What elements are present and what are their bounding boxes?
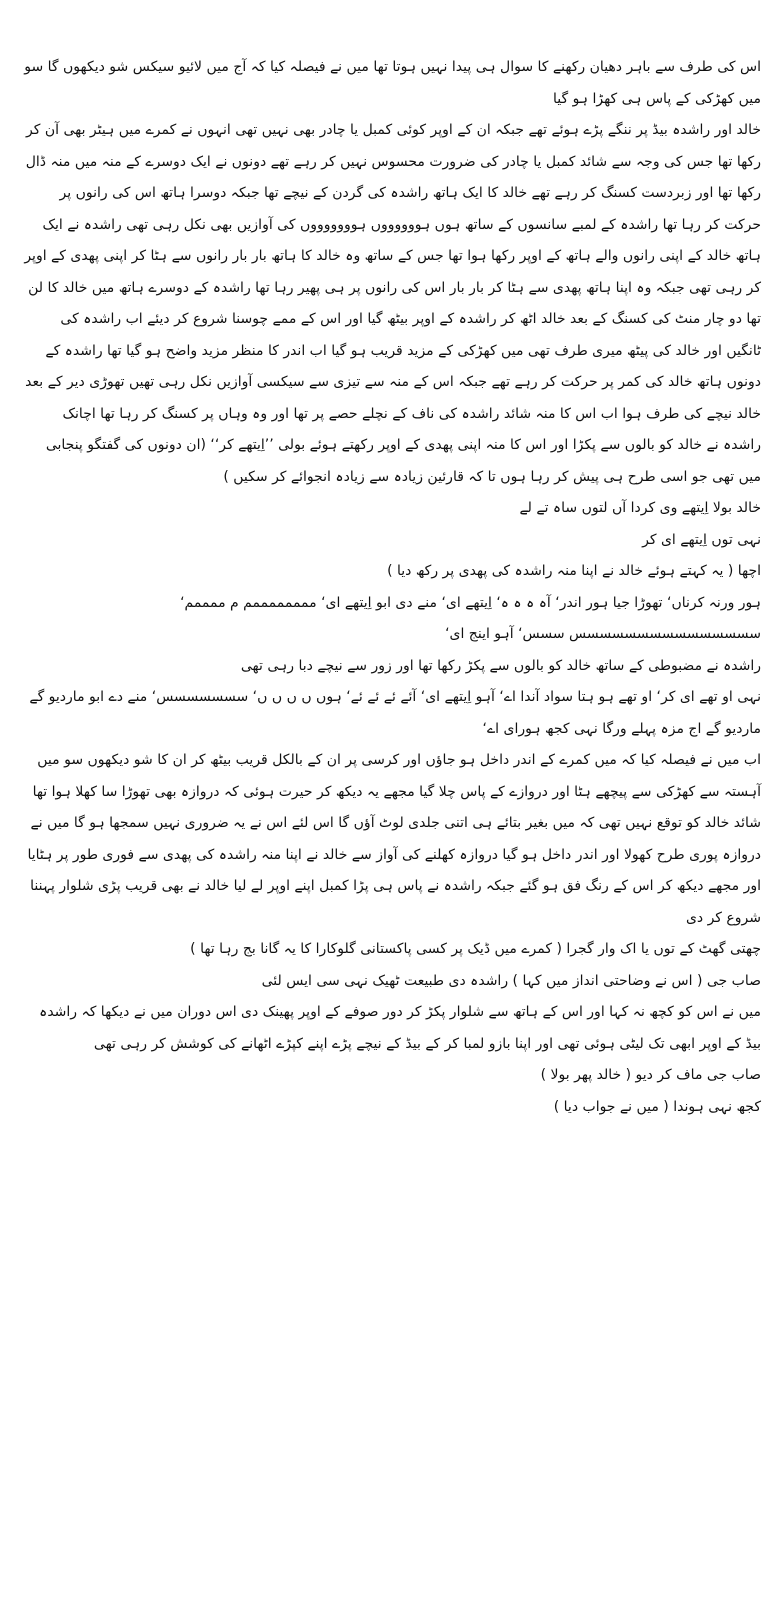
paragraph-khalid-apology: صاب جی ماف کر دیو ( خالد پھر بولا ) [540, 1067, 761, 1083]
paragraph-rashida-voice: ہور ورنہ کرناں‘ تھوڑا جیا ہور اندر‘ آہ ہ ہ ہ‘ اِیتھے ای‘ منے دی ابو اِیتھے ای‘ ممممممممم م ممممم‘ سسسسسسسسسسسسسسس سسس‘ آہو اینج ای‘ [180, 594, 761, 642]
paragraph-khalid-complies: اچھا ( یہ کہتے ہوئے خالد نے اپنا منہ راشدہ کی پھدی پر رکھ دیا ) [387, 563, 761, 579]
paragraph-khalid-excuse: صاب جی ( اس نے وضاحتی انداز میں کہا ) راشدہ دی طبیعت ٹھیک نہی سی ایس لئی [261, 972, 761, 989]
paragraph-bed-scene: خالد اور راشدہ بیڈ پر ننگے پڑے ہوئے تھے جبکہ ان کے اوپر کوئی کمبل یا چادر بھی نہیں تھی انہوں نے کمرے میں ہیٹر بھی آن کر رکھا تھا جس کی وجہ سے شائد کمبل یا چادر کی ضرورت محسوس نہیں کر رہے تھے دونوں نے ایک دوسرے کے منہ میں منہ ڈال رکھا تھا اور زبردست کسنگ کر رہے تھے خالد کا ایک ہاتھ راشدہ کی گردن کے نیچے تھا جبکہ دوسرا ہاتھ اس کی رانوں پر حرکت کر رہا تھا راشدہ کے لمبے سانسوں کے ساتھ ہوں ہووووووں ہوووووووں کی آوازیں بھی نکل رہی تھی راشدہ نے ایک ہاتھ خالد کے اپنی رانوں والے ہاتھ کے اوپر رکھا ہوا تھا جس کے ساتھ وہ خالد کا ہاتھ بار بار رانوں سے ہٹا کر اپنی پھدی کے اوپر کر رہی تھی جبکہ وہ اپنا ہاتھ پھدی سے ہٹا کر بار بار اس کی رانوں پر ہی پھیر رہا تھا راشدہ کے دوسرے ہاتھ میں خالد کا لن تھا دو چار منٹ کی کسنگ کے بعد خالد اٹھ کر راشدہ کے اوپر بیٹھ گیا اور اس کے ممے چوسنا شروع کر دیئے اب راشدہ کی ٹانگیں اور خالد کی پیٹھ میری طرف تھی میں کھڑکی کے مزید قریب ہو گیا اب اندر کا منظر مزید واضح ہو گیا تھا راشدہ کے دونوں ہاتھ خالد کی کمر پر حرکت کر رہے تھے جبکہ اس کے منہ سے تیزی سے سیکسی آوازیں نکل رہی تھیں تھوڑی دیر کے بعد خالد نیچے کی طرف ہوا اب اس کا منہ شائد راشدہ کی ناف کے نچلے حصے پر تھا اور وہ وہاں پر کسنگ کر رہا تھا اچانک راشدہ نے خالد کو بالوں سے پکڑا اور اس کا منہ اپنی پھدی کے اوپر رکھتے ہوئے بولی ’’اِیتھے کر‘‘ (ان دونوں کی گفتگو پنجابی میں تھی جو اسی طرح ہی پیش کر رہا ہوں تا کہ قارئین زیادہ سے زیادہ انجوائے کر سکیں ) [24, 122, 761, 485]
paragraph-throw-shalwar: میں نے اس کو کچھ نہ کہا اور اس کے ہاتھ سے شلوار پکڑ کر دور صوفے کے اوپر پھینک دی اس دوران میں نے دیکھا کہ راشدہ بیڈ کے اوپر ابھی تک لیٹی ہوئی تھی اور اپنا بازو لمبا کر کے بیڈ کے نیچے پڑے اپنے کپڑے اٹھانے کی کوشش کر رہی تھی [39, 1004, 761, 1052]
paragraph-window-decision: اس کی طرف سے باہر دھیان رکھنے کا سوال ہی پیدا نہیں ہوتا تھا میں نے فیصلہ کیا کہ آج میں لائیو سیکس شو دیکھوں گا سو میں کھڑکی کے پاس ہی کھڑا ہو گیا [24, 59, 761, 107]
story-text-body [24, 52, 761, 1123]
paragraph-rashida-voice-2: نہی او تھے ای کر‘ او تھے ہو ہتا سواد آندا اے‘ آہو اِیتھے ای‘ آئے ئے ئے ئے‘ ہوں ں ں ں ں‘ سسسسسسس‘ منے دے ابو ماردیو گے ماردیو گے اج مزہ پہلے ورگا نہی کجھ ہورای اے‘ [29, 689, 761, 737]
paragraph-narrator-reply: کجھ نہی ہوندا ( میں نے جواب دیا ) [553, 1098, 761, 1115]
paragraph-rashida-reply: نہی توں اِیتھے ای کر [642, 531, 761, 548]
paragraph-rashida-grip: راشدہ نے مضبوطی کے ساتھ خالد کو بالوں سے پکڑ رکھا تھا اور زور سے نیچے دبا رہی تھی [240, 657, 761, 674]
paragraph-song-playing: چھتی گھٹ کے توں یا اک وار گجرا ( کمرے میں ڈیک پر کسی پاکستانی گلوکارا کا یہ گانا بج رہا تھا ) [190, 941, 761, 957]
paragraph-khalid-reply: خالد بولا اِیتھے وی کردا آں لتوں ساہ تے لے [519, 500, 761, 516]
paragraph-entering-room: اب میں نے فیصلہ کیا کہ میں کمرے کے اندر داخل ہو جاؤں اور کرسی پر ان کے بالکل قریب بیٹھ کر ان کا شو دیکھوں سو میں آہستہ سے کھڑکی سے پیچھے ہٹا اور دروازے کے پاس چلا گیا مجھے یہ دیکھ کر حیرت ہوئی کہ دروازہ بھی تھوڑا سا کھلا ہوا تھا شائد خالد کو توقع نہیں تھی کہ میں بغیر بتائے ہی اتنی جلدی لوٹ آؤں گا اس لئے اس نے یہ ضروری نہیں سمجھا ہو گا میں نے دروازہ پوری طرح کھولا اور اندر داخل ہو گیا دروازہ کھلنے کی آواز سے خالد نے اپنا منہ راشدہ کی پھدی سے فوری طور پر ہٹایا اور مجھے دیکھ کر اس کے رنگ فق ہو گئے جبکہ راشدہ نے پاس ہی پڑا کمبل اپنے اوپر لے لیا خالد نے بھی قریب پڑی شلوار پہننا شروع کر دی [27, 752, 761, 926]
